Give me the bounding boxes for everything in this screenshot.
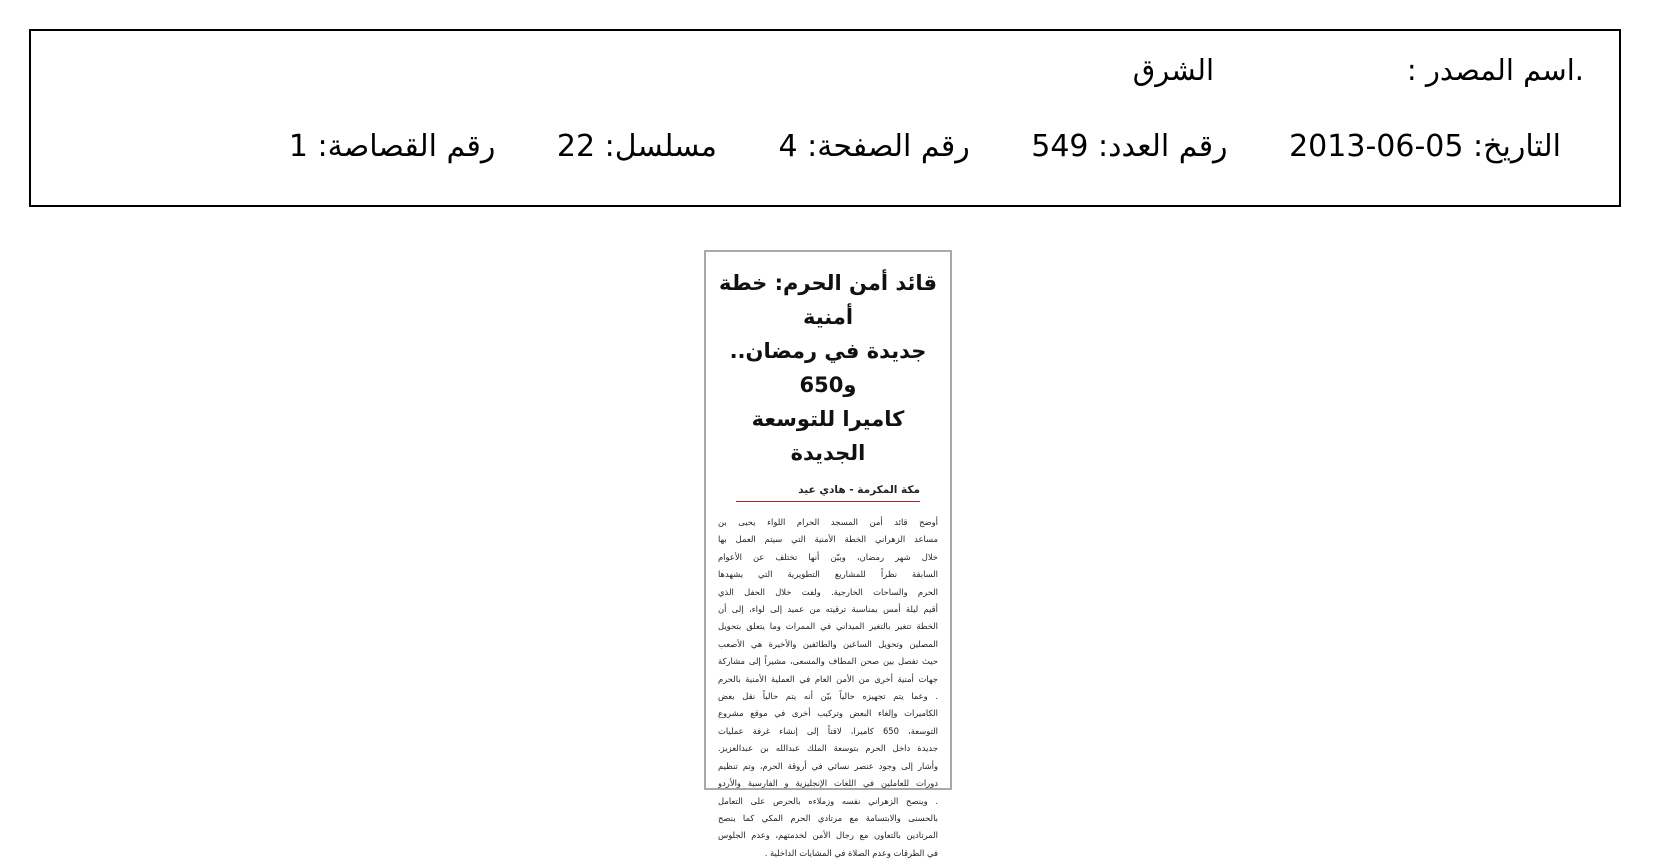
body-line: المرتادين بالتعاون مع رجال الأمن لخدمتهم، وعدم الجلوس [718, 830, 938, 841]
body-line: حيث تفصل بين صحن المطاف والمسعى، مشيراً إلى مشاركة [718, 656, 938, 667]
body-line: جهات أمنية أخرى من الأمن العام في العملية الأمنية بالحرم [718, 673, 938, 684]
article-headline [718, 266, 938, 470]
headline-line: كاميرا للتوسعة الجديدة [751, 407, 905, 465]
body-line: أوضح قائد أمن المسجد الحرام اللواء يحيى بن [718, 517, 938, 527]
body-line: خلال شهر رمضان، وبيّن أنها تختلف عن الأعوام [718, 551, 938, 562]
body-line: الخطة تتغير بالتغير الميداني في الممرات وما يتعلق بتحويل [718, 621, 938, 632]
date-field: التاريخ: 05-06-2013 [1289, 129, 1561, 164]
article-byline: مكة المكرمة - هادي عيد [798, 484, 920, 496]
body-line: . وعما يتم تجهيزه حالياً بيّن أنه يتم حالياً نقل بعض [718, 691, 938, 702]
issue-number-field: رقم العدد: 549 [1031, 129, 1228, 164]
body-line: بالحسنى والابتسامة مع مرتادي الحرم المكي كما ينصح [718, 812, 938, 823]
newspaper-clipping [704, 250, 952, 858]
clip-number-field: رقم القصاصة: 1 [288, 129, 496, 164]
body-line: أقيم ليلة أمس بمناسبة ترقيته من عميد إلى لواء، إلى أن [718, 604, 938, 615]
headline-line: جديدة في رمضان.. و650 [729, 339, 927, 397]
serial-field: مسلسل: 22 [556, 129, 717, 164]
page-number-field: رقم الصفحة: 4 [778, 129, 970, 164]
source-label: .اسم المصدر : [1406, 53, 1584, 87]
headline-line: قائد أمن الحرم: خطة أمنية [718, 271, 938, 329]
body-line: جديدة داخل الحرم بتوسعة الملك عبدالله بن عبدالعزيز. [718, 743, 938, 754]
body-line: الكاميرات وإلغاء البعض وتركيب أخرى في موقع مشروع [718, 708, 938, 719]
body-line: . وينصح الزهراني نفسه وزملاءه بالحرص على التعامل [718, 795, 938, 806]
body-line: في الطرقات وعدم الصلاة في المشايات الداخلية . [764, 847, 938, 858]
source-value: الشرق [1132, 53, 1214, 87]
source-info-box [29, 29, 1621, 207]
body-line: دورات للعاملين في اللغات الإنجليزية و الفارسية والأردو [718, 778, 938, 789]
article-body [718, 514, 938, 862]
body-line: المصلين وتحويل الساعين والطائفين والأخيرة هي الأصعب [718, 638, 938, 649]
body-line: الحرم والساحات الخارجية. ولفت خلال الحفل الذي [718, 586, 938, 597]
byline-divider [736, 501, 920, 502]
body-line: مساعد الزهراني الخطة الأمنية التي سيتم العمل بها [718, 534, 938, 545]
body-line: وأشار إلى وجود عنصر نسائي في أروقة الحرم، وتم تنظيم [718, 760, 938, 771]
body-line: السابقة نظراً للمشاريع التطويرية التي يشهدها [718, 569, 938, 580]
body-line: التوسعة، 650 كاميرا، لافتاً إلى إنشاء غرفة عمليات [718, 725, 938, 736]
meta-row [289, 129, 1561, 164]
